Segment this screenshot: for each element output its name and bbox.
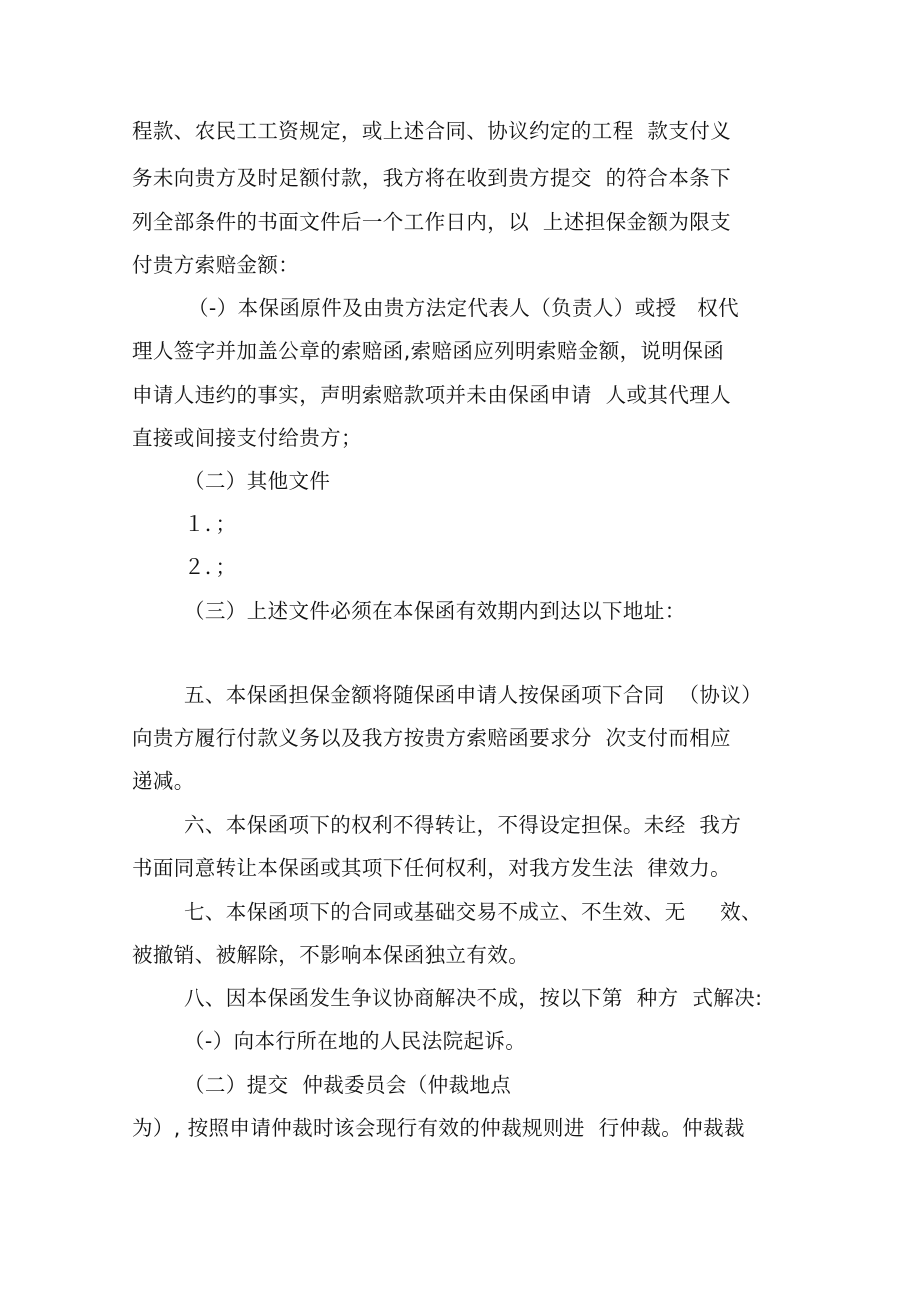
paragraph-line: 列全部条件的书面文件后一个工作日内，以 上述担保金额为限支 <box>132 210 732 234</box>
paragraph-line: 付贵方索赔金额： <box>132 253 300 277</box>
paragraph-line: 务未向贵方及时足额付款，我方将在收到贵方提交 的符合本条下 <box>132 166 732 190</box>
paragraph-line: 五、本保函担保金额将随保函申请人按保函项下合同 （协议） <box>184 683 763 707</box>
paragraph-line: 递减。 <box>132 769 195 793</box>
paragraph-line: 七、本保函项下的合同或基础交易不成立、不生效、无 效、 <box>184 900 762 924</box>
paragraph-line: 程款、农民工工资规定，或上述合同、协议约定的工程 款支付义 <box>132 119 732 143</box>
paragraph-line: 六、本保函项下的权利不得转让，不得设定担保。未经 我方 <box>184 813 742 837</box>
paragraph-line: 八、因本保函发生争议协商解决不成，按以下第 种方 式解决: <box>184 986 763 1010</box>
list-item: ２．； <box>184 555 237 579</box>
paragraph-line: （-）向本行所在地的人民法院起诉。 <box>184 1029 527 1053</box>
paragraph-line: 申请人违约的事实，声明索赔款项并未由保函申请 人或其代理人 <box>132 383 732 407</box>
paragraph-line: 理人签字并加盖公章的索赔函,索赔函应列明索赔金额，说明保函 <box>132 339 725 363</box>
list-item: １．； <box>184 512 237 536</box>
paragraph-line: （二）其他文件 <box>184 469 331 493</box>
paragraph-line: 向贵方履行付款义务以及我方按贵方索赔函要求分 次支付而相应 <box>132 726 732 750</box>
paragraph-line: （三）上述文件必须在本保函有效期内到达以下地址： <box>184 599 686 623</box>
paragraph-line: （二）提交 仲裁委员会（仲裁地点 <box>184 1073 512 1097</box>
paragraph-line: 直接或间接支付给贵方； <box>132 426 362 450</box>
paragraph-line: 被撤销、被解除，不影响本保函独立有效。 <box>132 943 530 967</box>
paragraph-line: （-）本保函原件及由贵方法定代表人（负责人）或授 权代 <box>188 296 740 320</box>
paragraph-line: 为）, 按照申请仲裁时该会现行有效的仲裁规则进 行仲裁。仲裁裁 <box>132 1116 745 1140</box>
paragraph-line: 书面同意转让本保函或其项下任何权利，对我方发生法 律效力。 <box>132 856 732 880</box>
